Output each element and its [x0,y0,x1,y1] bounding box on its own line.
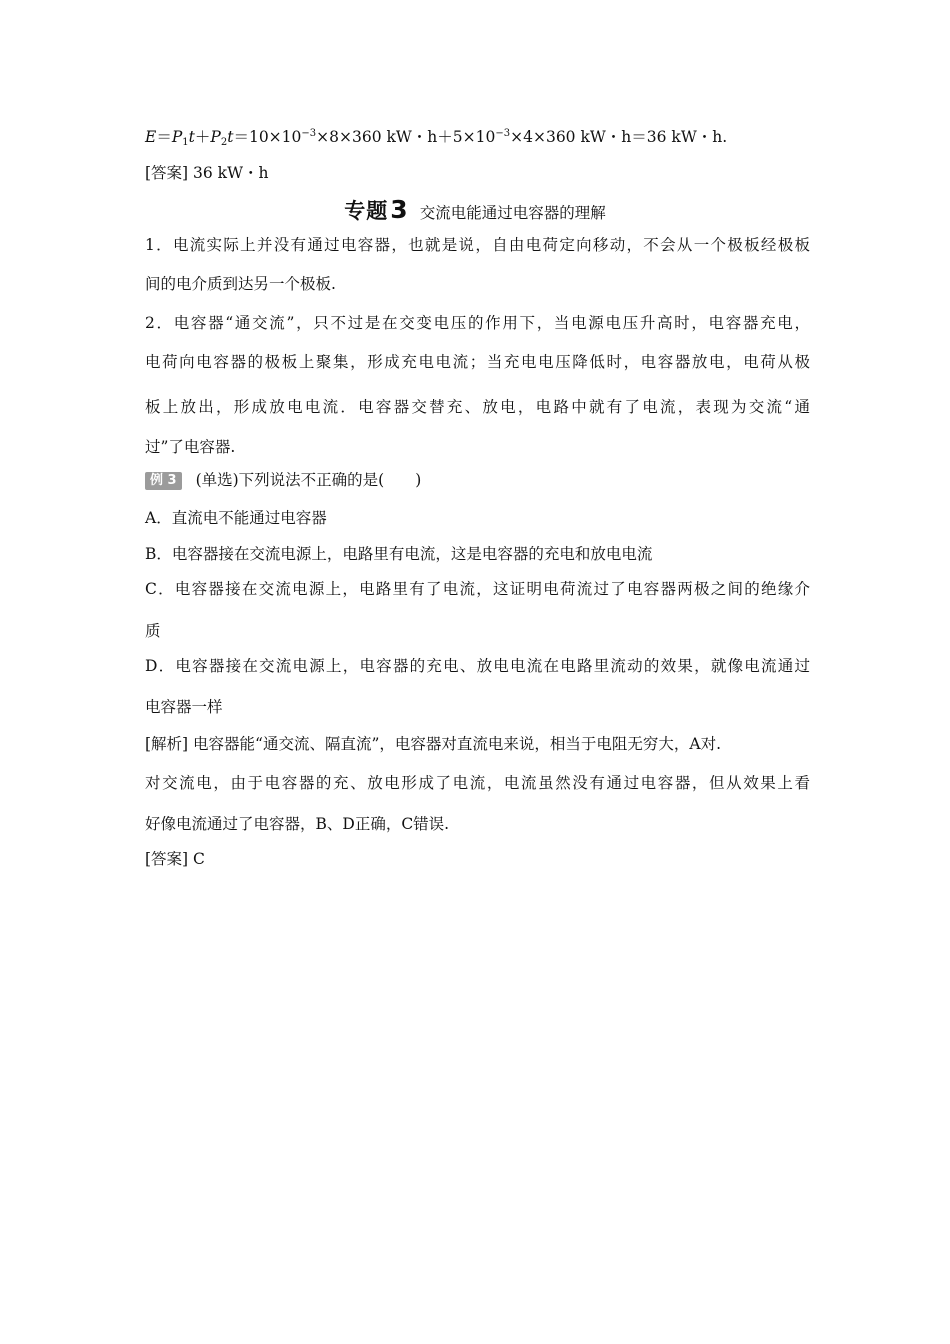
paragraph-line: 板上放出，形成放电电流．电容器交替充、放电，电路中就有了电流，表现为交流“通 [145,398,810,416]
option-b: B．电容器接在交流电源上，电路里有电流，这是电容器的充电和放电电流 [145,545,653,563]
paragraph-line: 2．电容器“通交流”，只不过是在交变电压的作用下，当电源电压升高时，电容器充电， [145,314,810,332]
paragraph-line: 1．电流实际上并没有通过电容器，也就是说，自由电荷定向移动，不会从一个极板经极板 [145,236,810,254]
answer-1: [答案] 36 kW・h [145,164,269,182]
example-badge: 例 3 [145,472,182,490]
analysis-line: 好像电流通过了电容器，B、D正确，C错误. [145,815,450,833]
formula-var-E: E [145,128,157,146]
formula-var-P1: P [171,128,183,146]
formula-mid-1: ＝10×10 [233,128,302,146]
paragraph-line: 间的电介质到达另一个极板. [145,275,336,293]
option-a: A．直流电不能通过电容器 [145,509,327,527]
formula-sub-2: 2 [220,137,228,148]
paragraph-line: 电荷向电容器的极板上聚集，形成充电电流；当充电电压降低时，电容器放电，电荷从极 [145,353,810,371]
topic-title: 交流电能通过电容器的理解 [419,204,606,222]
answer-2: [答案] C [145,850,205,868]
energy-formula [145,126,810,148]
example-question [145,469,810,491]
formula-plus: ＋ [194,128,211,146]
topic-label: 专题 [344,199,389,223]
analysis-line: [解析] 电容器能“通交流、隔直流”，电容器对直流电来说，相当于电阻无穷大，A对. [145,735,721,753]
formula-var-P2: P [210,128,221,146]
analysis-line: 对交流电，由于电容器的充、放电形成了电流，电流虽然没有通过电容器，但从效果上看 [145,774,810,792]
formula-equals: ＝ [156,128,172,146]
option-d-cont: 电容器一样 [145,698,223,716]
option-c: C．电容器接在交流电源上，电路里有了电流，这证明电荷流过了电容器两极之间的绝缘介 [145,580,810,598]
formula-sub-1: 1 [182,137,189,148]
formula-exp-1: −3 [301,128,317,139]
formula-mid-2: ×8×360 kW・h＋5×10 [316,128,496,146]
option-d: D．电容器接在交流电源上，电容器的充电、放电电流在电路里流动的效果，就像电流通过 [145,657,810,675]
topic-number: 3 [390,195,408,224]
formula-exp-2: −3 [495,128,511,139]
formula-var-t1: t [188,128,195,146]
paragraph-line: 过”了电容器. [145,438,236,456]
example-question-text: (单选)下列说法不正确的是( ) [195,471,422,489]
topic-heading [0,195,950,225]
formula-var-t2: t [227,128,234,146]
option-c-cont: 质 [145,622,161,640]
formula-tail: ×4×360 kW・h＝36 kW・h. [510,128,728,146]
